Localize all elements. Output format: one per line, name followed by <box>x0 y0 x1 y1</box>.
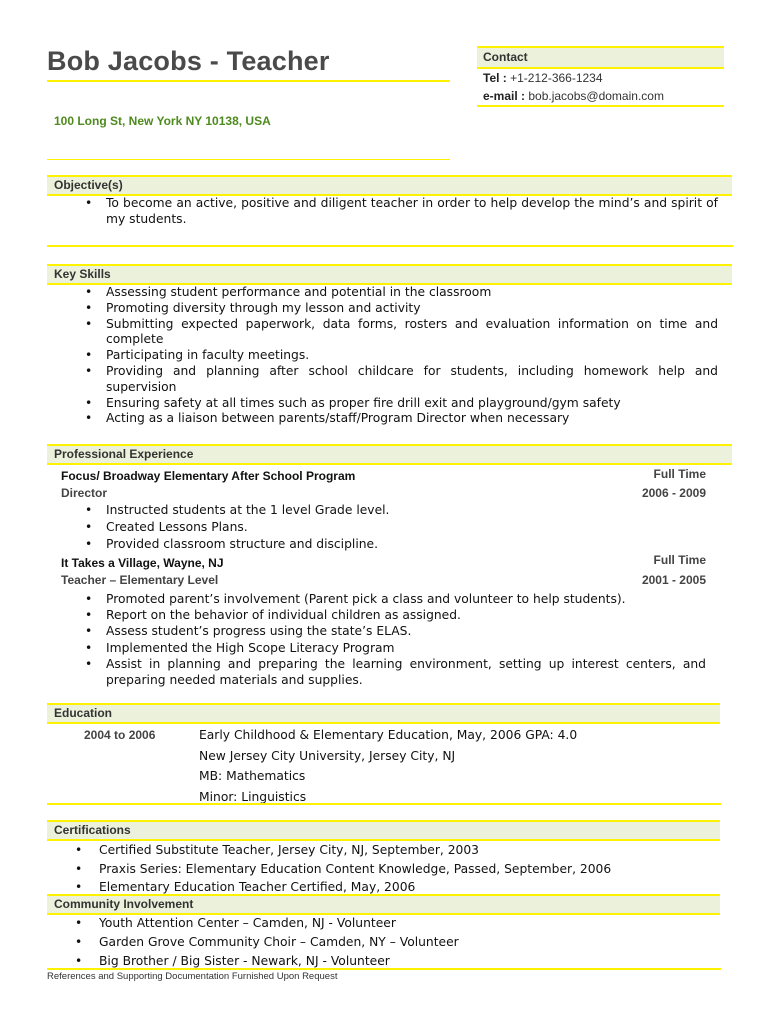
list-item: • Assess student’s progress using the state’s ELAS. <box>47 623 706 639</box>
job-1-duties <box>47 502 718 553</box>
footer-note: References and Supporting Documentation Furnished Upon Request <box>47 971 338 982</box>
list-item: • Participating in faculty meetings. <box>47 348 718 364</box>
contact-heading: Contact <box>477 46 724 69</box>
job-2-dates: 2001 - 2005 <box>641 573 706 587</box>
contact-email <box>477 87 724 105</box>
list-item: • Provided classroom structure and discipline. <box>47 536 718 553</box>
community-list <box>47 914 721 971</box>
job-1-employer: Focus/ Broadway Elementary After School Program <box>61 469 356 483</box>
list-item: • Praxis Series: Elementary Education Content Knowledge, Passed, September, 2006 <box>47 860 721 879</box>
list-item: • Submitting expected paperwork, data forms, rosters and evaluation information on time and complete <box>47 317 718 349</box>
list-item: • Report on the behavior of individual children as assigned. <box>47 607 706 623</box>
education-years: 2004 to 2006 <box>84 728 156 742</box>
address: 100 Long St, New York NY 10138, USA <box>54 114 271 128</box>
list-item: • To become an active, positive and diligent teacher in order to help develop the mind’s and spirit of my students. <box>47 196 718 228</box>
list-item: • Promoting diversity through my lesson and activity <box>47 301 718 317</box>
list-item: • Youth Attention Center – Camden, NJ - Volunteer <box>47 914 721 933</box>
objective-heading: Objective(s) <box>47 175 732 196</box>
list-item: • Providing and planning after school childcare for students, including homework help and supervision <box>47 364 718 396</box>
list-item: • Promoted parent’s involvement (Parent pick a class and volunteer to help students). <box>47 591 706 607</box>
job-2-duties <box>47 591 706 688</box>
education-line: New Jersey City University, Jersey City, NJ <box>199 748 456 763</box>
contact-footer-line <box>477 105 724 107</box>
title-underline <box>47 80 450 82</box>
job-2-employer: It Takes a Village, Wayne, NJ <box>61 556 224 570</box>
skills-heading: Key Skills <box>47 264 732 285</box>
list-item: • Certified Substitute Teacher, Jersey City, NJ, September, 2003 <box>47 841 721 860</box>
list-item: • Implemented the High Scope Literacy Program <box>47 640 706 656</box>
list-item: • Assist in planning and preparing the learning environment, setting up interest centers, and preparing needed materials and supplies. <box>47 656 706 688</box>
list-item: • Garden Grove Community Choir – Camden, NY – Volunteer <box>47 933 721 952</box>
job-1-role: Director <box>61 486 108 500</box>
job-1-dates: 2006 - 2009 <box>641 486 706 500</box>
community-heading: Community Involvement <box>47 894 720 915</box>
experience-heading: Professional Experience <box>47 444 732 465</box>
community-divider <box>47 968 721 970</box>
contact-tel <box>477 69 724 87</box>
education-heading: Education <box>47 703 720 724</box>
objective-divider <box>47 245 733 247</box>
tel-value: +1-212-366-1234 <box>510 71 603 85</box>
objective-list <box>47 196 718 228</box>
list-item: • Elementary Education Teacher Certified, May, 2006 <box>47 878 721 897</box>
address-underline <box>47 159 450 160</box>
certifications-heading: Certifications <box>47 820 720 841</box>
tel-label: Tel : <box>483 71 507 85</box>
job-2-role: Teacher – Elementary Level <box>61 573 219 587</box>
education-line: Early Childhood & Elementary Education, May, 2006 GPA: 4.0 <box>199 728 578 742</box>
list-item: • Big Brother / Big Sister - Newark, NJ - Volunteer <box>47 952 721 971</box>
page-title: Bob Jacobs - Teacher <box>47 46 330 76</box>
certifications-list <box>47 841 721 897</box>
education-line: MB: Mathematics <box>199 769 306 783</box>
education-divider <box>47 803 721 805</box>
job-2-type: Full Time <box>653 553 706 567</box>
job-1-type: Full Time <box>653 467 706 481</box>
list-item: • Acting as a liaison between parents/staff/Program Director when necessary <box>47 411 718 427</box>
contact-box <box>477 46 724 107</box>
skills-list <box>47 285 718 427</box>
education-details <box>199 727 577 809</box>
email-value: bob.jacobs@domain.com <box>528 89 664 103</box>
education-line: Minor: Linguistics <box>199 789 307 804</box>
list-item: • Ensuring safety at all times such as proper fire drill exit and playground/gym safety <box>47 396 718 412</box>
email-label: e-mail : <box>483 89 526 103</box>
list-item: • Instructed students at the 1 level Grade level. <box>47 502 718 519</box>
list-item: • Assessing student performance and potential in the classroom <box>47 285 718 301</box>
list-item: • Created Lessons Plans. <box>47 519 718 536</box>
